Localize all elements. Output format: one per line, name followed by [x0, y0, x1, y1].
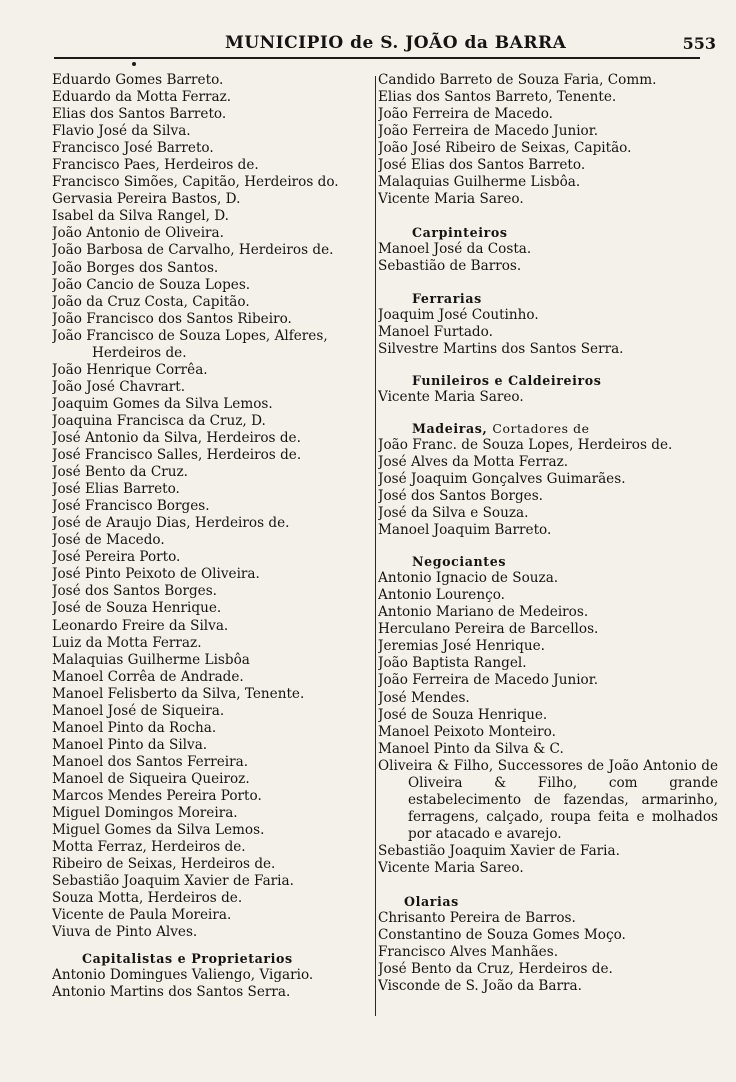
- list-item: Manoel José da Costa.: [378, 241, 532, 258]
- list-item: Antonio Mariano de Medeiros.: [378, 604, 589, 621]
- list-item: João Borges dos Santos.: [52, 259, 219, 276]
- list-item: José dos Santos Borges.: [52, 583, 217, 600]
- header-rule: [54, 57, 700, 59]
- page-number: 553: [682, 34, 716, 53]
- list-item: Manoel José de Siqueira.: [52, 702, 225, 719]
- list-item: Joaquim José Coutinho.: [378, 306, 539, 323]
- list-item: Joaquina Francisca da Cruz, D.: [52, 412, 266, 429]
- list-item: José Antonio da Silva, Herdeiros de.: [52, 429, 301, 446]
- list-item: João Antonio de Oliveira.: [52, 225, 224, 242]
- list-item: José Joaquim Gonçalves Guimarães.: [378, 470, 626, 487]
- list-item: João José Ribeiro de Seixas, Capitão.: [378, 140, 632, 157]
- list-item: Manoel Peixoto Monteiro.: [378, 723, 556, 740]
- list-item: Francisco Alves Manhães.: [378, 944, 559, 961]
- list-item: José da Silva e Souza.: [378, 505, 529, 522]
- list-item: João Barbosa de Carvalho, Herdeiros de.: [52, 242, 334, 259]
- section-title-madeiras: [378, 420, 718, 437]
- section-title-ferrarias: Ferrarias: [412, 290, 482, 306]
- list-item: José de Souza Henrique.: [52, 600, 222, 617]
- list-item: José de Araujo Dias, Herdeiros de.: [52, 515, 290, 532]
- list-item: Eduardo Gomes Barreto.: [52, 72, 224, 88]
- list-item: Isabel da Silva Rangel, D.: [52, 208, 229, 225]
- list-item: José Bento da Cruz, Herdeiros de.: [378, 961, 613, 978]
- list-item: Manoel de Siqueira Queiroz.: [52, 770, 250, 787]
- list-item: Sebastião de Barros.: [378, 258, 522, 275]
- list-item-continuation: Herdeiros de.: [92, 344, 187, 361]
- madeiras-title: Madeiras,: [412, 420, 488, 436]
- list-item: Elias dos Santos Barreto, Tenente.: [378, 89, 617, 106]
- list-item: Ribeiro de Seixas, Herdeiros de.: [52, 856, 276, 873]
- list-item: Francisco José Barreto.: [52, 140, 214, 157]
- list-item: Jeremias José Henrique.: [378, 638, 545, 655]
- list-item: Vicente de Paula Moreira.: [52, 907, 232, 924]
- list-item: João Ferreira de Macedo Junior.: [378, 123, 599, 140]
- list-item: Eduardo da Motta Ferraz.: [52, 89, 232, 106]
- list-item: Antonio Martins dos Santos Serra.: [52, 984, 291, 1001]
- list-item: José dos Santos Borges.: [378, 487, 543, 504]
- list-item: Candido Barreto de Souza Faria, Comm.: [378, 72, 657, 88]
- ink-dot: [132, 62, 136, 66]
- list-item: Silvestre Martins dos Santos Serra.: [378, 340, 624, 357]
- list-item: Manoel Pinto da Silva & C.: [378, 740, 564, 757]
- list-item: Manoel Furtado.: [378, 323, 493, 340]
- list-item: Viuva de Pinto Alves.: [52, 924, 198, 941]
- list-item: Manoel Felisberto da Silva, Tenente.: [52, 685, 305, 702]
- list-item: Manoel Pinto da Silva.: [52, 736, 208, 753]
- list-item: Herculano Pereira de Barcellos.: [378, 621, 599, 638]
- list-item: João Henrique Corrêa.: [52, 361, 208, 378]
- list-item: José Elias Barreto.: [52, 481, 180, 498]
- column-divider: [375, 76, 376, 1016]
- list-item: Leonardo Freire da Silva.: [52, 617, 229, 634]
- list-item: Chrisanto Pereira de Barros.: [378, 910, 576, 927]
- page-title: MUNICIPIO de S. JOÃO da BARRA: [225, 33, 567, 53]
- list-item: Vicente Maria Sareo.: [378, 388, 524, 405]
- section-title-olarias: Olarias: [404, 894, 459, 910]
- list-item: Malaquias Guilherme Lisbôa.: [378, 174, 581, 191]
- list-item: Vicente Maria Sareo.: [378, 191, 524, 208]
- list-item: Joaquim Gomes da Silva Lemos.: [52, 395, 273, 412]
- list-item: José Pinto Peixoto de Oliveira.: [52, 566, 260, 583]
- list-item: João Ferreira de Macedo Junior.: [378, 672, 599, 689]
- list-item: José Mendes.: [378, 689, 470, 706]
- list-item: Miguel Gomes da Silva Lemos.: [52, 822, 265, 839]
- list-item: João da Cruz Costa, Capitão.: [52, 293, 250, 310]
- list-item: Antonio Lourenço.: [378, 587, 505, 604]
- list-item: Flavio José da Silva.: [52, 123, 191, 140]
- right-column: [378, 72, 718, 995]
- list-item: João José Chavrart.: [52, 378, 186, 395]
- list-item: José Francisco Salles, Herdeiros de.: [52, 447, 302, 464]
- list-item: José de Souza Henrique.: [378, 706, 548, 723]
- list-item: Marcos Mendes Pereira Porto.: [52, 787, 262, 804]
- page-header: [50, 26, 716, 66]
- section-title-funileiros: Funileiros e Caldeireiros: [412, 372, 602, 388]
- left-column: [52, 72, 370, 1002]
- list-item: José Alves da Motta Ferraz.: [378, 453, 569, 470]
- list-item: Sebastião Joaquim Xavier de Faria.: [52, 873, 294, 890]
- list-item: Manoel Pinto da Rocha.: [52, 719, 217, 736]
- list-item: José Francisco Borges.: [52, 498, 210, 515]
- list-item: José Elias dos Santos Barreto.: [378, 157, 586, 174]
- list-item: João Ferreira de Macedo.: [378, 106, 554, 123]
- madeiras-subtitle: Cortadores de: [492, 420, 590, 436]
- list-item: Manoel Corrêa de Andrade.: [52, 668, 244, 685]
- list-item: Visconde de S. João da Barra.: [378, 978, 582, 995]
- list-item: Antonio Domingues Valiengo, Vigario.: [52, 967, 314, 984]
- list-item: João Franc. de Souza Lopes, Herdeiros de.: [378, 436, 673, 453]
- list-item: João Cancio de Souza Lopes.: [52, 276, 251, 293]
- list-item-long: Oliveira & Filho, Successores de João Antonio de Oliveira & Filho, com grande estabelecimento de fazendas, armarinho, ferragens, calçado, roupa feita e molhados por atacado e avarejo.: [378, 757, 718, 842]
- list-item: Sebastião Joaquim Xavier de Faria.: [378, 842, 620, 859]
- list-item: Elias dos Santos Barreto.: [52, 106, 227, 123]
- list-item: Manoel dos Santos Ferreira.: [52, 753, 249, 770]
- list-item: José Bento da Cruz.: [52, 464, 188, 481]
- list-item: Antonio Ignacio de Souza.: [378, 570, 559, 587]
- list-item: Francisco Paes, Herdeiros de.: [52, 157, 259, 174]
- list-item: Malaquias Guilherme Lisbôa: [52, 651, 250, 668]
- list-item: Luiz da Motta Ferraz.: [52, 634, 202, 651]
- list-item: Vicente Maria Sareo.: [378, 859, 524, 876]
- list-item: Miguel Domingos Moreira.: [52, 805, 238, 822]
- list-item: Gervasia Pereira Bastos, D.: [52, 191, 241, 208]
- list-item: Motta Ferraz, Herdeiros de.: [52, 839, 246, 856]
- section-title-carpinteiros: Carpinteiros: [412, 225, 508, 241]
- list-item: Constantino de Souza Gomes Moço.: [378, 927, 626, 944]
- list-item: Souza Motta, Herdeiros de.: [52, 890, 243, 907]
- list-item: José de Macedo.: [52, 532, 165, 549]
- list-item: José Pereira Porto.: [52, 549, 181, 566]
- list-item: Manoel Joaquim Barreto.: [378, 522, 552, 539]
- list-item: Francisco Simões, Capitão, Herdeiros do.: [52, 174, 339, 191]
- section-title-negociantes: Negociantes: [412, 554, 507, 570]
- list-item: João Francisco de Souza Lopes, Alferes,: [52, 327, 328, 344]
- section-title-capitalistas: Capitalistas e Proprietarios: [82, 951, 293, 967]
- list-item: João Baptista Rangel.: [378, 655, 527, 672]
- list-item: João Francisco dos Santos Ribeiro.: [52, 310, 292, 327]
